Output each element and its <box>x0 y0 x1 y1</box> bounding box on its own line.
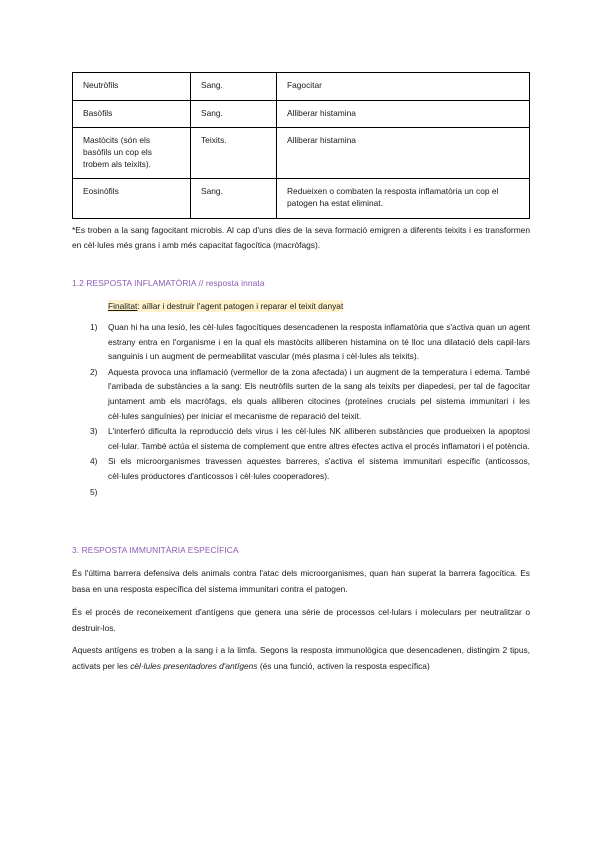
table-cell-function: Alliberar histamina <box>277 101 530 128</box>
list-item-text: Si els microorganismes travessen aquestes barreres, s'activa el sistema immunitari específic (anticossos, cèl·lules productores d'anticossos i cèl·lules cooperadores). <box>108 456 530 481</box>
list-item-number: 5) <box>90 486 98 497</box>
list-item-text: L'interferó dificulta la reproducció dels virus i les cèl·lules NK alliberen substàncies que produeixen la apoptosi cel·lular. També actúa el sistema de complement que entre altres efectes activa el procés inflamatori i el potència. <box>108 426 530 451</box>
finalitat-label: Finalitat <box>108 301 138 311</box>
table-row <box>73 73 530 101</box>
section-heading-inflammatory: 1.2 RESPOSTA INFLAMATÒRIA // resposta innata <box>72 278 265 288</box>
list-item <box>72 485 530 500</box>
list-item-text: Aquesta provoca una inflamació (vermellor de la zona afectada) i un augment de la temperatura i edema. També l'arribada de substàncies a la sang: Els neutròfils surten de la sang als teixits per diapedesi, per tal de fagocitar juntament amb els macròfags, els quals alliberen citocines (proteïnes crucials pel sistema immunitari i les cèl·lules sanguínies) per iniciar el mecanisme de reparació del teixit. <box>108 366 530 421</box>
list-item-number: 3) <box>90 426 98 437</box>
paragraph-recognition: És el procés de reconeixement d'antígens que genera una sèrie de processos cel·lulars i moleculars per neutralitzar o destruir-los. <box>72 607 530 633</box>
list-item-number: 4) <box>90 456 98 467</box>
list-item <box>72 424 530 453</box>
table-cell-name: Eosinòfils <box>73 179 191 219</box>
paragraph-antigens-start: Aquests antígens es troben a la sang i a la limfa. Segons la resposta immunològica que desencadenen, distingim 2 tipus, activats per les <box>72 645 530 671</box>
list-item-text <box>108 487 110 497</box>
paragraph-intro: És l'última barrera defensiva dels animals contra l'atac dels microorganismes, quan han superat la barrera fagocítica. Es basa en una resposta específica del sistema immunitari contra el patogen. <box>72 568 530 594</box>
table-cell-name: Basòfils <box>73 101 191 128</box>
table-cell-function: Alliberar histamina <box>277 128 530 179</box>
finalitat-text: : aïllar i destruir l'agent patogen i reparar el teixit danyat <box>137 301 344 311</box>
white-blood-cells-table <box>72 72 530 219</box>
table-cell-location: Sang. <box>191 73 277 101</box>
section-heading-specific: 3. RESPOSTA IMMUNITÀRIA ESPECÍFICA <box>72 545 239 555</box>
paragraph-antigens-italic: cèl·lules presentadores d'antígens <box>130 661 258 671</box>
table-row <box>73 101 530 128</box>
table-cell-location: Teixits. <box>191 128 277 179</box>
table-cell-function: Fagocitar <box>277 73 530 101</box>
table-cell-name: Mastòcits (són els basòfils un cop els trobem als teixits). <box>73 128 191 179</box>
table-cell-function: Redueixen o combaten la resposta inflamatòria un cop el patogen ha estat eliminat. <box>277 179 530 219</box>
list-item-number: 1) <box>90 322 98 332</box>
paragraph-antigens-end: (és una funció, activen la resposta específica) <box>257 661 430 671</box>
paragraph-antigens <box>72 642 530 674</box>
table-row <box>73 179 530 219</box>
list-item <box>72 454 530 483</box>
footnote-paragraph: *Es troben a la sang fagocitant microbis. Al cap d'uns dies de la seva formació emigren a diferents teixits i es transformen en cèl·lules més grans i amb més capacitat fagocítica (macròfags). <box>72 225 530 250</box>
inflammation-steps-list <box>72 320 530 500</box>
table-cell-name: Neutròfils <box>73 73 191 101</box>
list-item-text: Quan hi ha una lesió, les cèl·lules fagocítiques desencadenen la resposta inflamatòria que s'activa quan un agent estrany entra en l'organisme i en la qual els mastòcits alliberen histamina on té lloc una dilatació dels capil·lars sanguinis i un augment de permeabilitat vascular (més plasma i cèl·lules als teixits). <box>108 322 530 362</box>
list-item-number: 2) <box>90 366 98 377</box>
list-item <box>72 365 530 423</box>
table-row <box>73 128 530 179</box>
table-cell-location: Sang. <box>191 179 277 219</box>
finalitat-line <box>108 300 343 312</box>
table-cell-location: Sang. <box>191 101 277 128</box>
list-item <box>72 320 530 364</box>
